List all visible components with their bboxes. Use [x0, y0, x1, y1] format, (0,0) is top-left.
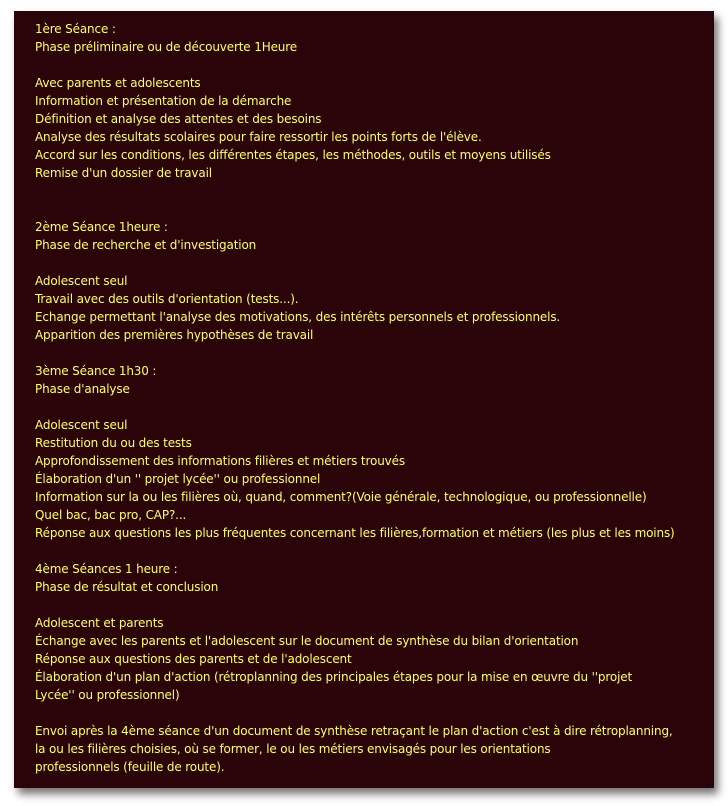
session-1-title: 1ère Séance :: [35, 22, 116, 36]
session-3-item: Approfondissement des informations filières et métiers trouvés: [35, 454, 405, 468]
session-1-item: Analyse des résultats scolaires pour faire ressortir les points forts de l'élève.: [35, 130, 482, 144]
session-2-item: Travail avec des outils d'orientation (tests...).: [35, 292, 299, 306]
closing-line: la ou les filières choisies, où se former, le ou les métiers envisagés pour les orientations: [35, 742, 551, 756]
session-2-phase: Phase de recherche et d'investigation: [35, 238, 257, 252]
session-2-item: Apparition des premières hypothèses de travail: [35, 328, 314, 342]
session-4-item: Réponse aux questions des parents et de l'adolescent: [35, 652, 352, 666]
session-4-phase: Phase de résultat et conclusion: [35, 580, 219, 594]
session-3-phase: Phase d'analyse: [35, 382, 130, 396]
session-4-audience: Adolescent et parents: [35, 616, 164, 630]
session-3-item: Quel bac, bac pro, CAP?...: [35, 508, 187, 522]
session-4-title: 4ème Séances 1 heure :: [35, 562, 178, 576]
session-3-audience: Adolescent seul: [35, 418, 128, 432]
session-4-item: Élaboration d'un plan d'action (rétroplanning des principales étapes pour la mise en œuvre du ''projet: [35, 670, 633, 684]
session-1-item: Remise d'un dossier de travail: [35, 166, 212, 180]
session-2-item: Echange permettant l'analyse des motivations, des intérêts personnels et professionnels.: [35, 310, 561, 324]
session-3-title: 3ème Séance 1h30 :: [35, 364, 157, 378]
document-panel: [14, 11, 714, 788]
document-content: [35, 20, 714, 776]
session-1-item: Information et présentation de la démarche: [35, 94, 292, 108]
closing-line: Envoi après la 4ème séance d'un document de synthèse retraçant le plan d'action c'est à dire rétroplanning,: [35, 724, 673, 738]
session-2-audience: Adolescent seul: [35, 274, 128, 288]
session-1-item: Définition et analyse des attentes et des besoins: [35, 112, 322, 126]
session-4-item: Échange avec les parents et l'adolescent sur le document de synthèse du bilan d'orientation: [35, 634, 579, 648]
session-3-item: Élaboration d'un '' projet lycée'' ou professionnel: [35, 472, 321, 486]
closing-line: professionnels (feuille de route).: [35, 760, 225, 774]
session-3-item: Information sur la ou les filières où, quand, comment?(Voie générale, technologique, ou professionnelle): [35, 490, 647, 504]
session-1-item: Accord sur les conditions, les différentes étapes, les méthodes, outils et moyens utilisés: [35, 148, 551, 162]
session-3-item: Restitution du ou des tests: [35, 436, 192, 450]
session-1-phase: Phase préliminaire ou de découverte 1Heure: [35, 40, 298, 54]
session-2-title: 2ème Séance 1heure :: [35, 220, 168, 234]
session-3-item: Réponse aux questions les plus fréquentes concernant les filières,formation et métiers (les plus et les moins): [35, 526, 675, 540]
session-4-item: Lycée'' ou professionnel): [35, 688, 180, 702]
session-1-audience: Avec parents et adolescents: [35, 76, 201, 90]
